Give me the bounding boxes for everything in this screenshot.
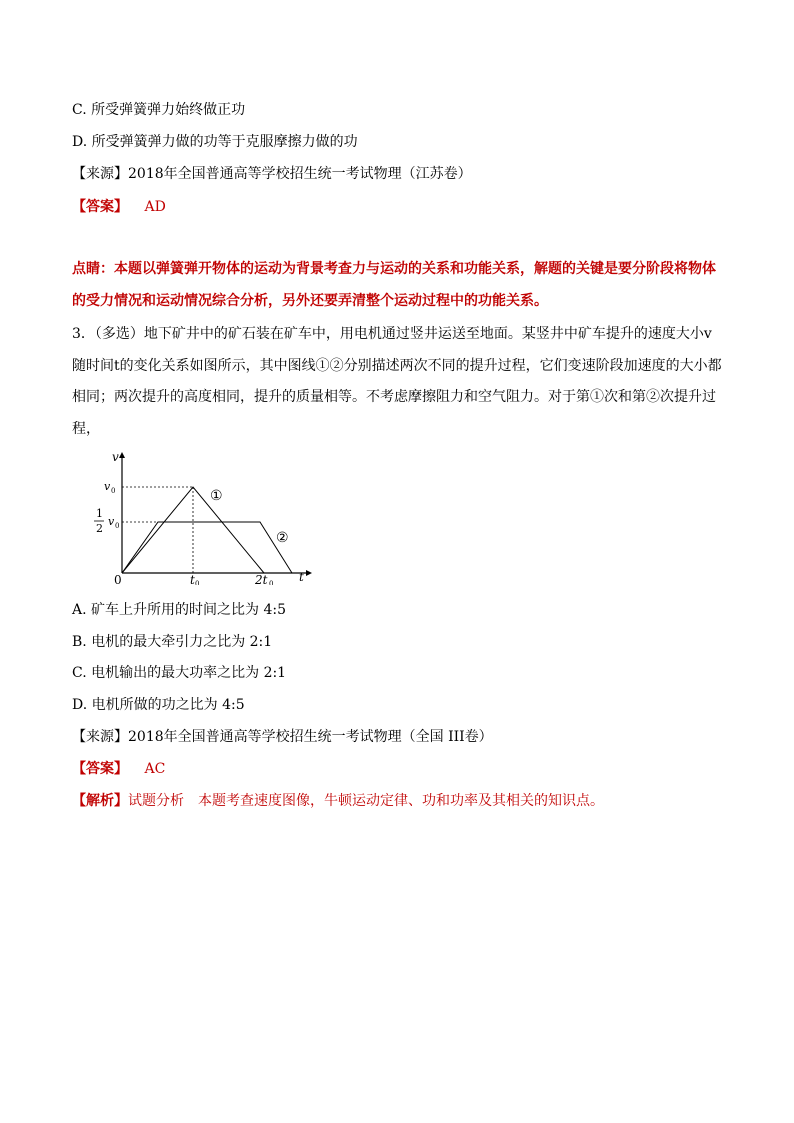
q3-option-b: B. 电机的最大牵引力之比为 2:1 (72, 634, 273, 650)
v-axis-label: v (112, 450, 119, 464)
curve-2-label: ② (276, 530, 289, 546)
option-c: C. 所受弹簧弹力始终做正功 (72, 102, 246, 118)
q3-stem-line-1: 3．（多选）地下矿井中的矿石装在矿车中，用电机通过竖井运送至地面。某竖井中矿车提升的速度大小v (72, 326, 712, 342)
q3-analysis-line (72, 791, 604, 811)
q3-answer-value: AC (144, 761, 166, 777)
vt-figure (92, 450, 312, 585)
q3-option-a: A. 矿车上升所用的时间之比为 4:5 (72, 602, 286, 618)
v-axis-arrow (119, 452, 125, 458)
half-denominator: 2 (96, 522, 103, 535)
curve-2 (122, 522, 292, 573)
q3-answer-line (72, 759, 165, 779)
option-d: D. 所受弹簧弹力做的功等于克服摩擦力做的功 (72, 134, 358, 150)
v0-subscript: 0 (111, 487, 116, 495)
vt-graph-svg (92, 450, 312, 585)
half-numerator: 1 (96, 507, 103, 520)
answer-value: AD (144, 199, 166, 215)
q3-source-line: 【来源】2018年全国普通高等学校招生统一考试物理（全国 III卷） (72, 729, 493, 745)
origin-label: 0 (114, 573, 122, 585)
q3-option-d: D. 电机所做的功之比为 4:5 (72, 697, 245, 713)
2t0-subscript: 0 (269, 580, 274, 585)
2t0-label: 2t (255, 573, 268, 585)
q3-stem-line-4: 程， (72, 421, 100, 437)
answer-label: 【答案】 (72, 199, 128, 215)
q3-analysis-text: 试题分析 本题考查速度图像，牛顿运动定律、功和功率及其相关的知识点。 (128, 793, 604, 809)
q3-option-c: C. 电机输出的最大功率之比为 2:1 (72, 665, 287, 681)
curve-1-label: ① (210, 488, 223, 504)
answer-line (72, 197, 166, 217)
q3-stem-line-2: 随时间t的变化关系如图所示，其中图线①②分别描述两次不同的提升过程，它们变速阶段加速度的大小都 (72, 358, 722, 374)
q3-stem-line-3: 相同；两次提升的高度相同，提升的质量相等。不考虑摩擦阻力和空气阻力。对于第①次和第②次提升过 (72, 389, 716, 405)
q3-analysis-label: 【解析】 (72, 793, 128, 809)
t-axis-label: t (299, 570, 304, 584)
t-axis-arrow (306, 570, 312, 576)
half-v0-label: v (108, 515, 115, 528)
t0-subscript: 0 (195, 580, 200, 585)
q3-answer-label: 【答案】 (72, 761, 128, 777)
v0-label: v (104, 480, 111, 493)
comment-line-2: 的受力情况和运动情况综合分析，另外还要弄清整个运动过程中的功能关系。 (72, 293, 548, 309)
t0-label: t (190, 573, 195, 585)
half-v0-subscript: 0 (115, 522, 120, 530)
source-line: 【来源】2018年全国普通高等学校招生统一考试物理（江苏卷） (72, 166, 472, 182)
comment-line-1: 点睛：本题以弹簧弹开物体的运动为背景考查力与运动的关系和功能关系，解题的关键是要分阶段将物体 (72, 261, 716, 277)
